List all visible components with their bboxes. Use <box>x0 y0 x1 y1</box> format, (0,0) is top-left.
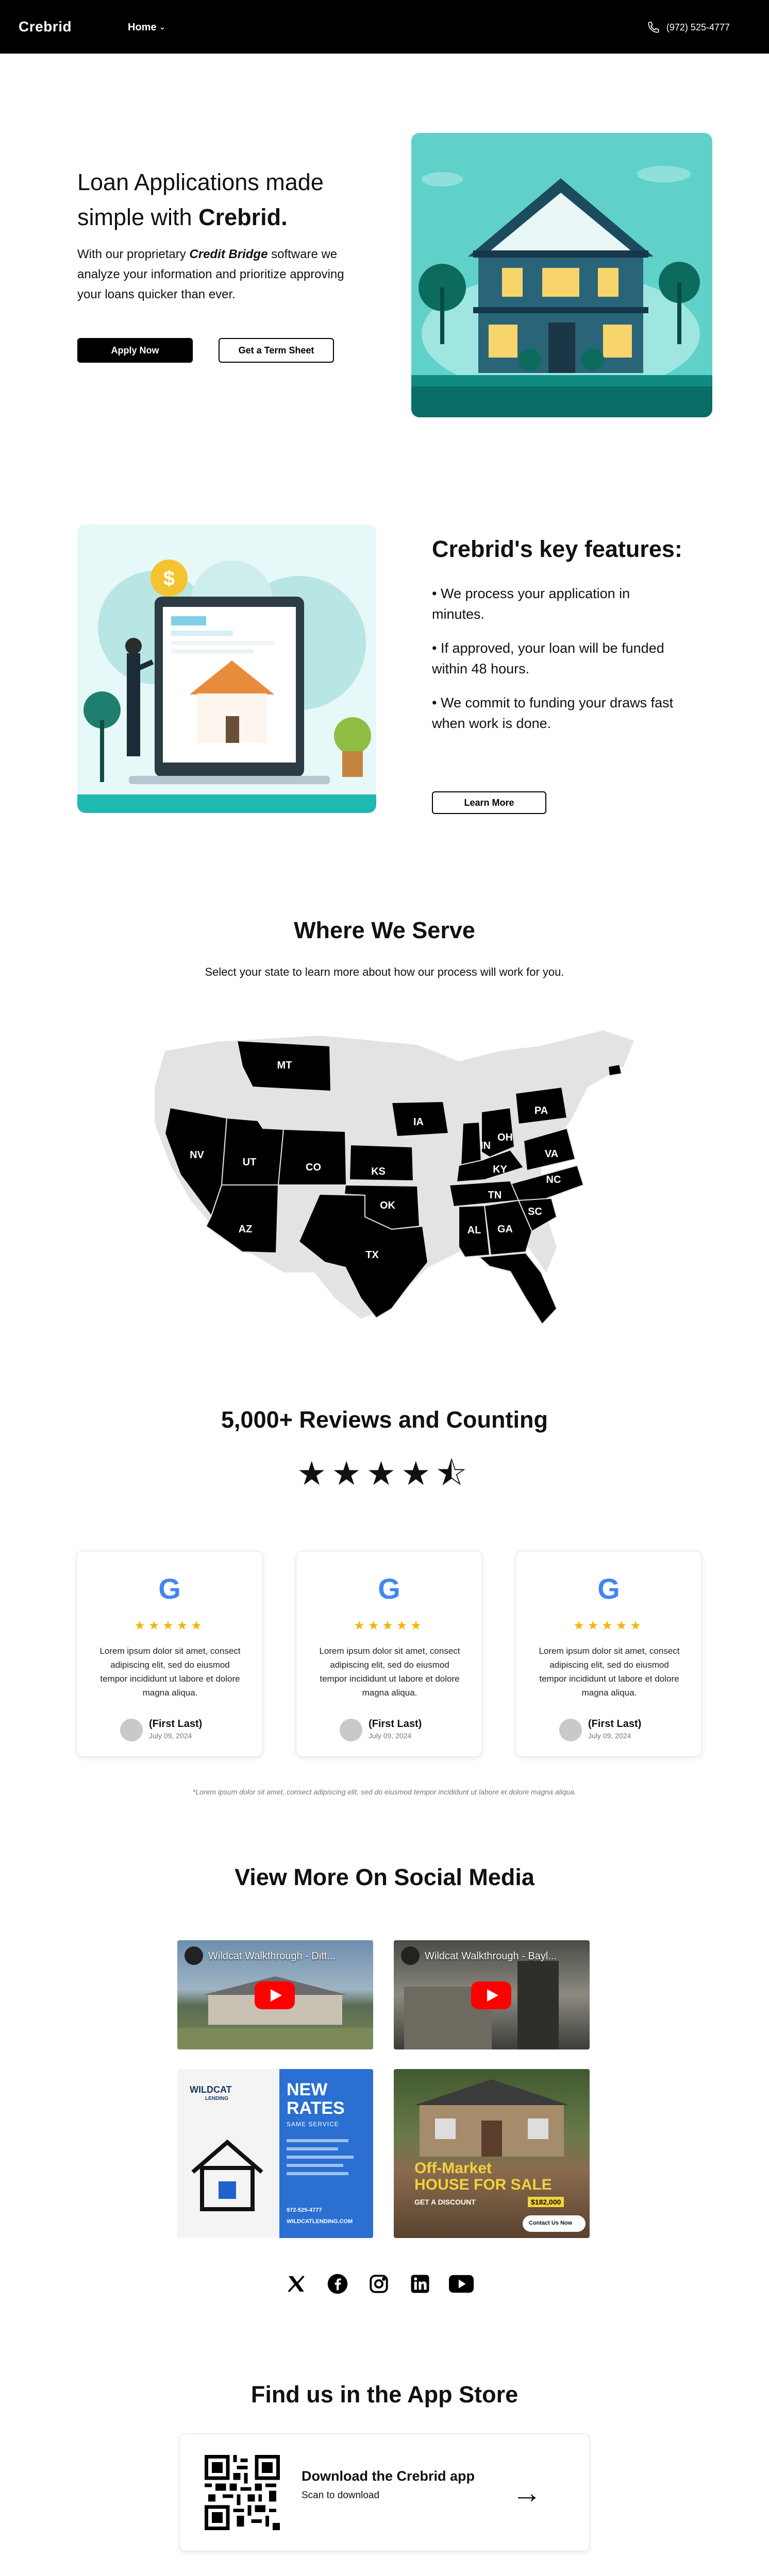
features-title-bold: Crebrid's <box>432 536 533 562</box>
state-label: IN <box>480 1140 491 1151</box>
google-icon: G <box>597 1572 620 1605</box>
nav-home-label: Home <box>128 22 157 33</box>
youtube-icon[interactable] <box>447 2270 475 2298</box>
social-icons-row <box>282 2270 475 2298</box>
review-text: Lorem ipsum dolor sit amet, consect adipiscing elit, sed do eiusmod tempor incididunt ut labore et dolore magna aliqua. <box>99 1646 241 1698</box>
state-label: CO <box>306 1162 321 1173</box>
review-stars: ★★★★★ <box>134 1619 205 1633</box>
post-web: WILDCATLENDING.COM <box>287 2218 353 2225</box>
play-icon[interactable] <box>255 1981 295 2009</box>
post-left-panel <box>177 2069 279 2238</box>
state-label: SC <box>528 1206 542 1217</box>
review-date: July 09, 2024 <box>369 1732 412 1740</box>
state-co[interactable] <box>278 1129 346 1185</box>
post-offmarket-line2: HOUSE FOR SALE <box>414 2176 552 2193</box>
post-discount: GET A DISCOUNT <box>414 2198 476 2206</box>
state-label: TN <box>488 1190 502 1201</box>
arrow-right-icon[interactable]: → <box>512 2476 542 2510</box>
post-bullets <box>287 2139 364 2180</box>
avatar <box>120 1719 143 1741</box>
reviews-disclaimer: *Lorem ipsum dolor sit amet, consect adipiscing elit, sed do eiusmod tempor incididunt ut labore et dolore magna aliqua. <box>193 1788 576 1796</box>
svg-text:$: $ <box>163 567 175 590</box>
review-text: Lorem ipsum dolor sit amet, consect adipiscing elit, sed do eiusmod tempor incididunt ut labore et dolore magna aliqua. <box>539 1646 680 1698</box>
serve-subtitle: Select your state to learn more about how our process will work for you. <box>205 965 564 978</box>
hero-title-plain: Loan Applications made simple with <box>77 169 324 230</box>
nav-phone-link[interactable] <box>647 21 730 34</box>
feature-item: • If approved, your loan will be funded within 48 hours. <box>432 640 664 676</box>
learn-more-button[interactable]: Learn More <box>432 791 546 814</box>
avatar <box>559 1719 582 1741</box>
hero-description <box>77 244 356 304</box>
video-title: Wildcat Walkthrough - Ditt... <box>208 1951 336 1962</box>
phone-icon <box>647 21 660 34</box>
features-title <box>432 536 682 563</box>
state-label: OK <box>380 1200 395 1211</box>
state-label: MT <box>277 1060 292 1071</box>
state-label: KS <box>371 1166 386 1177</box>
state-label: VA <box>544 1148 559 1160</box>
house-icon <box>189 2136 266 2213</box>
hero-title-bold: Crebrid. <box>198 204 288 230</box>
features-laptop-illustration <box>77 524 376 813</box>
app-download-card[interactable] <box>179 2434 590 2551</box>
reviewer-name: (First Last) <box>149 1718 203 1730</box>
state-label: AZ <box>238 1224 253 1235</box>
state-label: PA <box>534 1105 548 1116</box>
review-card <box>515 1551 702 1757</box>
state-label: TX <box>365 1249 379 1261</box>
review-stars: ★★★★★ <box>573 1619 644 1633</box>
reviewer-name: (First Last) <box>588 1718 642 1730</box>
state-ne-small[interactable] <box>608 1064 622 1076</box>
state-label: OH <box>497 1132 513 1143</box>
phone-number: (972) 525-4777 <box>666 22 730 32</box>
review-date: July 09, 2024 <box>149 1732 192 1740</box>
feature-item: • We process your application in minutes. <box>432 586 630 622</box>
reviews-title: 5,000+ Reviews and Counting <box>221 1406 548 1433</box>
chevron-down-icon: ⌄ <box>159 23 165 31</box>
hero-body-pre: With our proprietary <box>77 247 190 261</box>
post-offmarket-line1: Off-Market <box>414 2160 492 2177</box>
state-label: KY <box>493 1164 507 1175</box>
channel-avatar <box>401 1946 420 1965</box>
app-title: Find us in the App Store <box>250 2381 519 2408</box>
site-logo[interactable]: Crebrid <box>19 19 72 35</box>
post-headline-2: RATES <box>287 2098 345 2118</box>
facebook-icon[interactable] <box>324 2270 352 2298</box>
review-text: Lorem ipsum dolor sit amet, consect adipiscing elit, sed do eiusmod tempor incididunt ut labore et dolore magna aliqua. <box>319 1646 460 1698</box>
social-post-off-market[interactable] <box>394 2069 590 2238</box>
nav-home-menu[interactable] <box>128 22 165 33</box>
state-label: UT <box>242 1157 257 1168</box>
channel-avatar <box>185 1946 203 1965</box>
post-phone: 972-525-4777 <box>287 2207 322 2213</box>
linkedin-icon[interactable] <box>406 2270 434 2298</box>
post-headline-1: NEW <box>287 2080 328 2099</box>
review-card <box>76 1551 263 1757</box>
qr-code-icon <box>205 2455 280 2530</box>
post-brand: WILDCAT <box>190 2084 232 2095</box>
review-date: July 09, 2024 <box>588 1732 631 1740</box>
state-label: NV <box>190 1149 204 1161</box>
hero-body-post: software we analyze your information and prioritize approving your loans quicker than ever. <box>77 247 344 301</box>
social-post-new-rates[interactable] <box>177 2069 373 2238</box>
google-icon: G <box>158 1572 181 1605</box>
play-icon[interactable] <box>471 1981 511 2009</box>
app-card-title: Download the Crebrid app <box>302 2468 475 2484</box>
top-nav <box>0 0 769 54</box>
hero-title <box>77 165 366 235</box>
x-icon[interactable] <box>282 2270 310 2298</box>
social-title: View More On Social Media <box>235 1864 534 1890</box>
rating-stars: ★★★★⯪ <box>296 1455 473 1492</box>
feature-item: • We commit to funding your draws fast when work is done. <box>432 695 674 731</box>
post-brand-sub: LENDING <box>205 2096 228 2102</box>
apply-now-button[interactable]: Apply Now <box>77 338 193 363</box>
serve-title: Where We Serve <box>294 917 475 943</box>
hero-body-em: Credit Bridge <box>189 247 268 261</box>
state-label: GA <box>497 1224 513 1235</box>
review-card <box>296 1551 482 1757</box>
instagram-icon[interactable] <box>365 2270 393 2298</box>
video-thumbnail[interactable] <box>177 1940 373 2049</box>
post-subtitle: SAME SERVICE <box>287 2121 339 2128</box>
us-service-map <box>149 1030 644 1334</box>
post-right-panel <box>279 2069 373 2238</box>
reviewer-name: (First Last) <box>369 1718 422 1730</box>
state-label: AL <box>467 1225 481 1236</box>
avatar <box>340 1719 362 1741</box>
hero-house-illustration <box>411 133 712 417</box>
google-icon: G <box>378 1572 400 1605</box>
state-in[interactable] <box>461 1122 481 1166</box>
review-stars: ★★★★★ <box>354 1619 425 1633</box>
video-title: Wildcat Walkthrough - Bayl... <box>425 1951 557 1962</box>
state-label: IA <box>413 1116 424 1128</box>
video-thumbnail[interactable] <box>394 1940 590 2049</box>
app-card-subtitle: Scan to download <box>302 2490 380 2501</box>
features-list <box>432 583 679 747</box>
post-contact: Contact Us Now <box>523 2215 586 2232</box>
term-sheet-button[interactable]: Get a Term Sheet <box>219 338 334 363</box>
features-title-rest: key features: <box>532 536 682 562</box>
state-label: NC <box>546 1174 561 1185</box>
post-price: $182,000 <box>528 2197 564 2207</box>
